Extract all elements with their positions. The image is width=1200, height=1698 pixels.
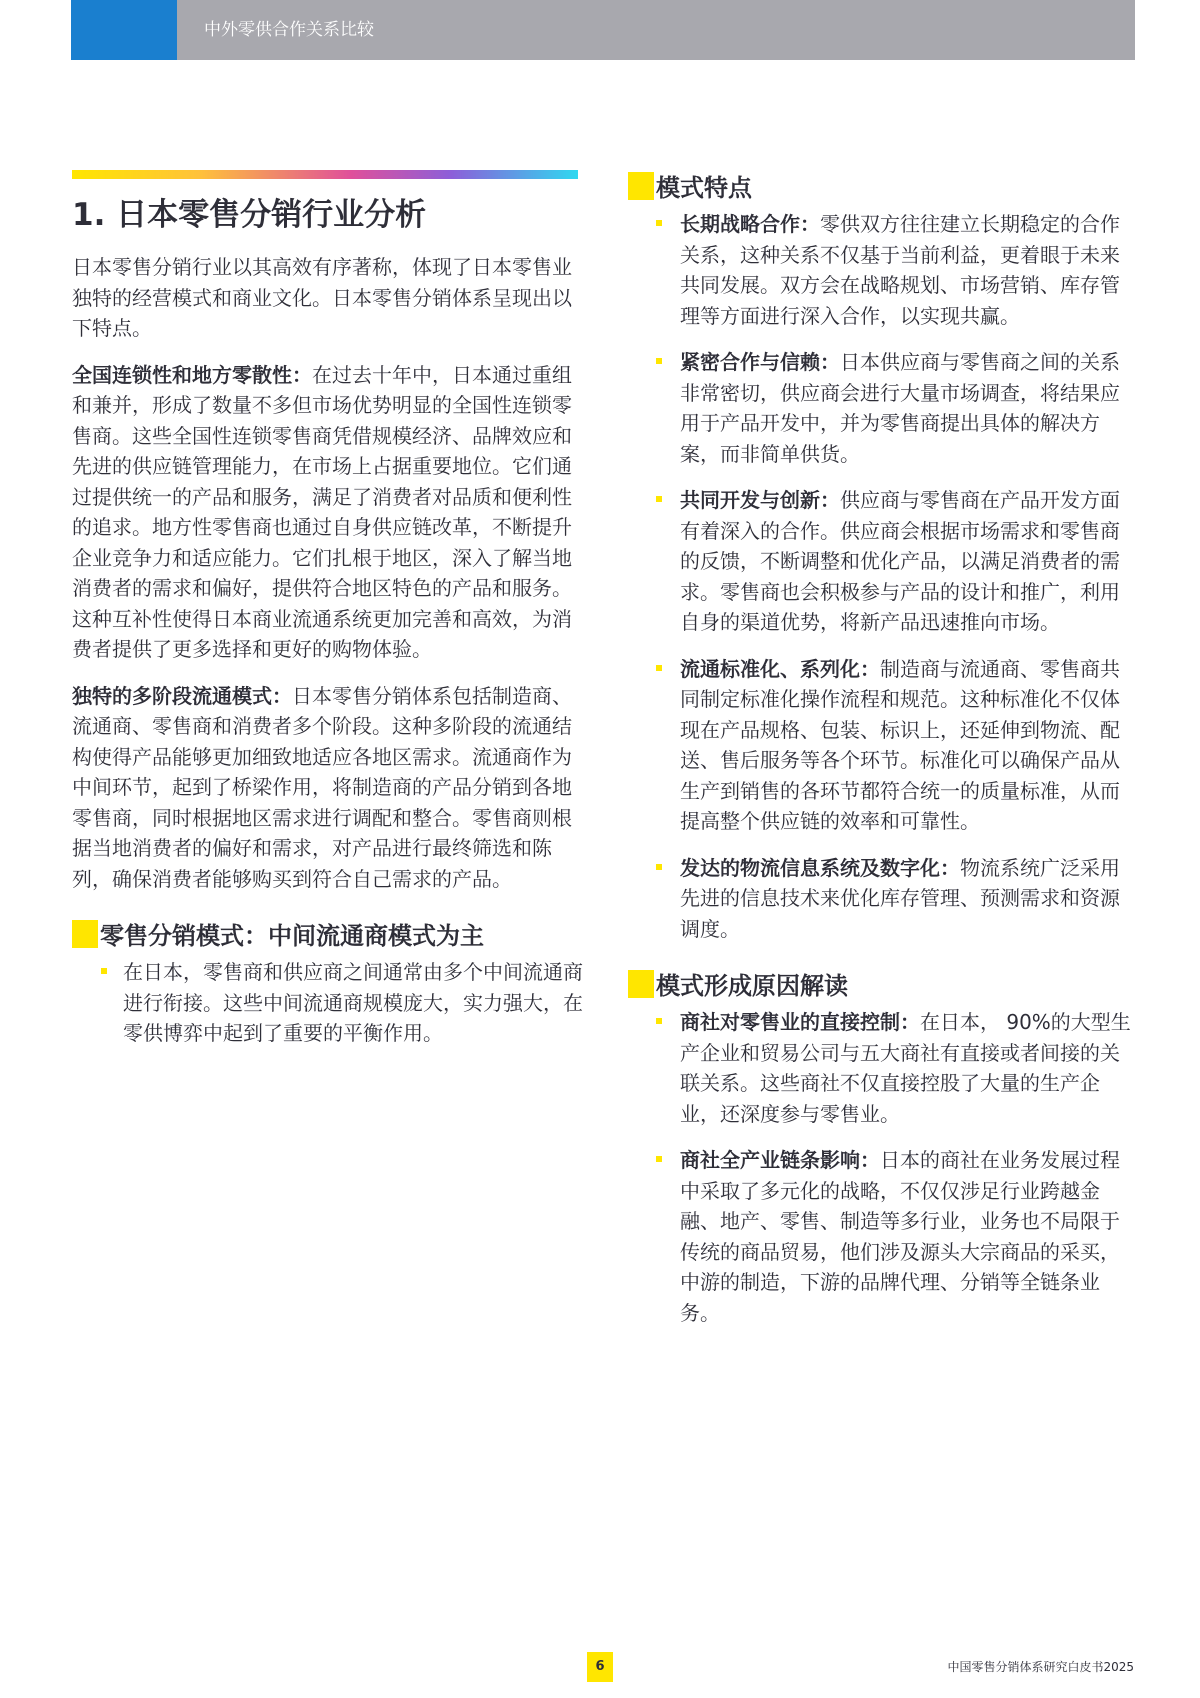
bullet-lead: 发达的物流信息系统及数字化： bbox=[680, 855, 960, 880]
section-gradient-rule bbox=[72, 170, 578, 179]
subsection-heading-features bbox=[628, 168, 1134, 203]
subsection-heading-reasons bbox=[628, 966, 1134, 1001]
subsection-title: 模式特点 bbox=[656, 174, 752, 202]
bullet-lead: 共同开发与创新： bbox=[680, 488, 840, 512]
bullet-text: 在日本， 90%的大型生产企业和贸易公司与五大商社有直接或者间接的关联关系。这些商社不仅直接控股了大量的生产企业，还深度参与零售业。 bbox=[680, 1010, 1131, 1126]
bullet-text: 供应商与零售商在产品开发方面有着深入的合作。供应商会根据市场需求和零售商的反馈，不断调整和优化产品，以满足消费者的需求。零售商也会积极参与产品的设计和推广，利用自身的渠道优势，将新产品迅速推向市场。 bbox=[680, 488, 1120, 634]
list-item bbox=[628, 654, 1134, 837]
bullet-icon bbox=[656, 220, 662, 226]
bullet-lead: 商社全产业链条影响： bbox=[680, 1148, 880, 1172]
subsection-title: 零售分销模式：中间流通商模式为主 bbox=[100, 922, 484, 950]
header-accent-block bbox=[71, 0, 177, 60]
bullet-lead: 紧密合作与信赖： bbox=[680, 350, 840, 374]
paragraph-body: 日本零售分销体系包括制造商、流通商、零售商和消费者多个阶段。这种多阶段的流通结构使得产品能够更加细致地适应各地区需求。流通商作为中间环节，起到了桥梁作用，将制造商的产品分销到各地零售商，同时根据地区需求进行调配和整合。零售商则根据当地消费者的偏好和需求，对产品进行最终筛选和陈列，确保消费者能够购买到符合自己需求的产品。 bbox=[72, 683, 572, 891]
subsection-heading-distribution-model bbox=[72, 916, 588, 951]
bullet-icon bbox=[656, 358, 662, 364]
list-item bbox=[72, 957, 588, 1049]
list-item bbox=[628, 1145, 1134, 1328]
bullet-text: 日本的商社在业务发展过程中采取了多元化的战略，不仅仅涉足行业跨越金融、地产、零售、制造等多行业，业务也不局限于传统的商品贸易，他们涉及源头大宗商品的采买，中游的制造，下游的品牌代理、分销等全链条业务。 bbox=[680, 1148, 1120, 1325]
bullet-text: 零供双方往往建立长期稳定的合作关系，这种关系不仅基于当前利益，更着眼于未来共同发展。双方会在战略规划、市场营销、库存管理等方面进行深入合作，以实现共赢。 bbox=[680, 212, 1120, 328]
reasons-list bbox=[628, 1007, 1134, 1328]
bullet-text: 日本供应商与零售商之间的关系非常密切，供应商会进行大量市场调查，将结果应用于产品开发中，并为零售商提出具体的解决方案，而非简单供货。 bbox=[680, 350, 1120, 466]
bullet-icon bbox=[656, 1018, 662, 1024]
paragraph-lead: 全国连锁性和地方零散性： bbox=[72, 362, 312, 387]
bullet-text: 制造商与流通商、零售商共同制定标准化操作流程和规范。这种标准化不仅体现在产品规格、包装、标识上，还延伸到物流、配送、售后服务等各个环节。标准化可以确保产品从生产到销售的各环节都符合统一的质量标准，从而提高整个供应链的效率和可靠性。 bbox=[680, 656, 1120, 833]
header-bar bbox=[71, 0, 1135, 60]
section-title: 1. 日本零售分销行业分析 bbox=[72, 197, 427, 233]
bullet-text: 在日本，零售商和供应商之间通常由多个中间流通商进行衔接。这些中间流通商规模庞大，实力强大，在零供博弈中起到了重要的平衡作用。 bbox=[123, 960, 583, 1045]
list-item bbox=[628, 209, 1134, 331]
list-item bbox=[628, 853, 1134, 945]
bullet-lead: 长期战略合作： bbox=[680, 212, 820, 236]
list-item bbox=[628, 347, 1134, 469]
bullet-lead: 商社对零售业的直接控制： bbox=[680, 1010, 920, 1034]
subsection-title: 模式形成原因解读 bbox=[656, 972, 848, 1000]
paragraph-body: 在过去十年中，日本通过重组和兼并，形成了数量不多但市场优势明显的全国性连锁零售商。这些全国性连锁零售商凭借规模经济、品牌效应和先进的供应链管理能力，在市场上占据重要地位。它们通过提供统一的产品和服务，满足了消费者对品质和便利性的追求。地方性零售商也通过自身供应链改革，不断提升企业竞争力和适应能力。它们扎根于地区，深入了解当地消费者的需求和偏好，提供符合地区特色的产品和服务。这种互补性使得日本商业流通系统更加完善和高效，为消费者提供了更多选择和更好的购物体验。 bbox=[72, 362, 572, 661]
bullet-icon bbox=[656, 1156, 662, 1162]
paragraph-national-chains bbox=[72, 360, 588, 665]
left-column bbox=[72, 170, 588, 1065]
bullet-icon bbox=[101, 968, 107, 974]
bullet-icon bbox=[656, 496, 662, 502]
list-item bbox=[628, 485, 1134, 638]
yellow-marker bbox=[628, 970, 654, 998]
header-title: 中外零供合作关系比较 bbox=[204, 20, 374, 40]
bullet-icon bbox=[656, 665, 662, 671]
footer-publication-title: 中国零售分销体系研究白皮书2025 bbox=[947, 1660, 1134, 1674]
features-list bbox=[628, 209, 1134, 944]
list-item bbox=[628, 1007, 1134, 1129]
bullet-lead: 流通标准化、系列化： bbox=[680, 656, 880, 681]
bullet-icon bbox=[656, 864, 662, 870]
intro-paragraph: 日本零售分销行业以其高效有序著称，体现了日本零售业独特的经营模式和商业文化。日本零售分销体系呈现出以下特点。 bbox=[72, 255, 572, 340]
yellow-marker bbox=[72, 920, 98, 948]
paragraph-lead: 独特的多阶段流通模式： bbox=[72, 683, 292, 708]
bullet-text: 物流系统广泛采用先进的信息技术来优化库存管理、预测需求和资源调度。 bbox=[680, 855, 1120, 941]
yellow-marker bbox=[628, 172, 654, 200]
bullet-list bbox=[72, 957, 588, 1049]
right-column bbox=[628, 168, 1134, 1344]
page-number: 6 bbox=[587, 1652, 613, 1682]
paragraph-multistage-distribution bbox=[72, 681, 588, 895]
